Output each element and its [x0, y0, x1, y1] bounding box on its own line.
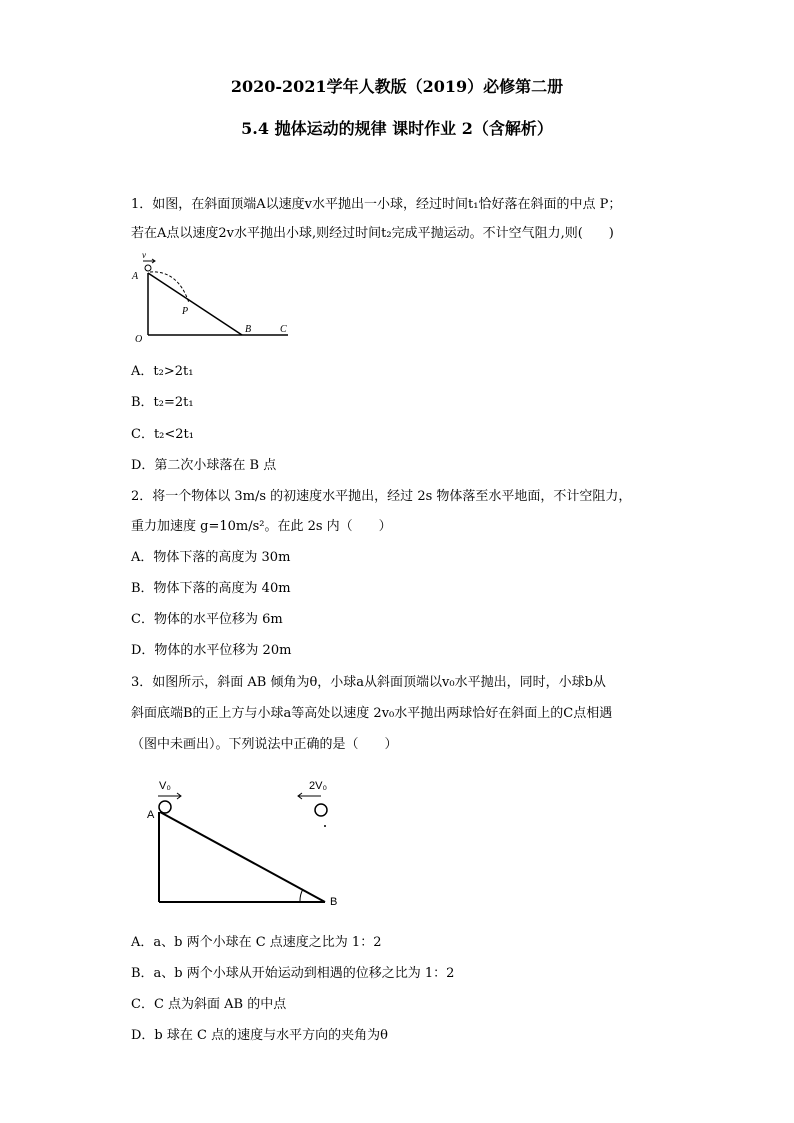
q3-label-B: B [330, 896, 338, 908]
q2-option-d: D．物体的水平位移为 20m [131, 643, 292, 658]
q2-stem-line-2: 重力加速度 g=10m/s²。在此 2s 内（ ） [131, 519, 392, 534]
q1-option-d: D．第二次小球落在 B 点 [131, 458, 277, 473]
q3-option-a: A．a、b 两个小球在 C 点速度之比为 1：2 [131, 935, 382, 950]
q1-option-b: B．t₂=2t₁ [131, 395, 194, 410]
q3-label-A: A [147, 809, 155, 821]
q3-figure [138, 772, 348, 912]
q3-stem-line-2: 斜面底端B的正上方与小球a等高处以速度 2v₀水平抛出两球恰好在斜面上的C点相遇 [131, 706, 613, 721]
q3-option-d: D．b 球在 C 点的速度与水平方向的夹角为θ [131, 1028, 388, 1043]
q1-slope-line [148, 273, 242, 335]
q1-option-c: C．t₂<2t₁ [131, 427, 194, 442]
q3-ball-a [159, 801, 171, 813]
q2-option-a: A．物体下落的高度为 30m [131, 550, 291, 565]
q1-label-A: A [132, 271, 139, 282]
q1-label-B: B [245, 324, 252, 335]
q1-option-a: A．t₂>2t₁ [131, 364, 194, 379]
q1-stem-line-2: 若在A点以速度2v水平抛出小球,则经过时间t₂完成平抛运动。不计空气阻力,则( ) [131, 226, 614, 241]
q2-option-b: B．物体下落的高度为 40m [131, 581, 291, 596]
q2-stem-line-1: 2．将一个物体以 3m/s 的初速度水平抛出，经过 2s 物体落至水平地面，不计空阻力， [131, 489, 632, 504]
q2-option-c: C．物体的水平位移为 6m [131, 612, 283, 627]
q3-slope-line [160, 812, 325, 902]
q1-label-P: P [182, 306, 189, 317]
q3-angle-arc [300, 889, 303, 902]
q1-label-C: C [280, 324, 287, 335]
q1-ball [145, 265, 151, 271]
q1-stem-line-1: 1．如图，在斜面顶端A以速度v水平抛出一小球，经过时间t₁恰好落在斜面的中点 P； [131, 197, 622, 212]
q3-stem-line-3: （图中未画出）。下列说法中正确的是（ ） [131, 737, 398, 752]
q3-option-b: B．a、b 两个小球从开始运动到相遇的位移之比为 1：2 [131, 966, 455, 981]
q1-label-v: v [142, 252, 146, 260]
q3-option-c: C．C 点为斜面 AB 的中点 [131, 997, 287, 1012]
document-title-line-1: 2020-2021学年人教版（2019）必修第二册 [230, 77, 564, 96]
q3-label-v0: V₀ [159, 780, 171, 792]
q3-ball-b [315, 804, 327, 816]
q3-label-2v0: 2V₀ [309, 780, 328, 792]
q3-stem-line-1: 3．如图所示，斜面 AB 倾角为θ，小球a从斜面顶端以v₀水平抛出，同时，小球b从 [131, 675, 606, 690]
q1-label-O: O [135, 334, 143, 345]
document-title-line-2: 5.4 抛体运动的规律 课时作业 2（含解析） [241, 119, 553, 138]
q1-figure [128, 252, 298, 347]
